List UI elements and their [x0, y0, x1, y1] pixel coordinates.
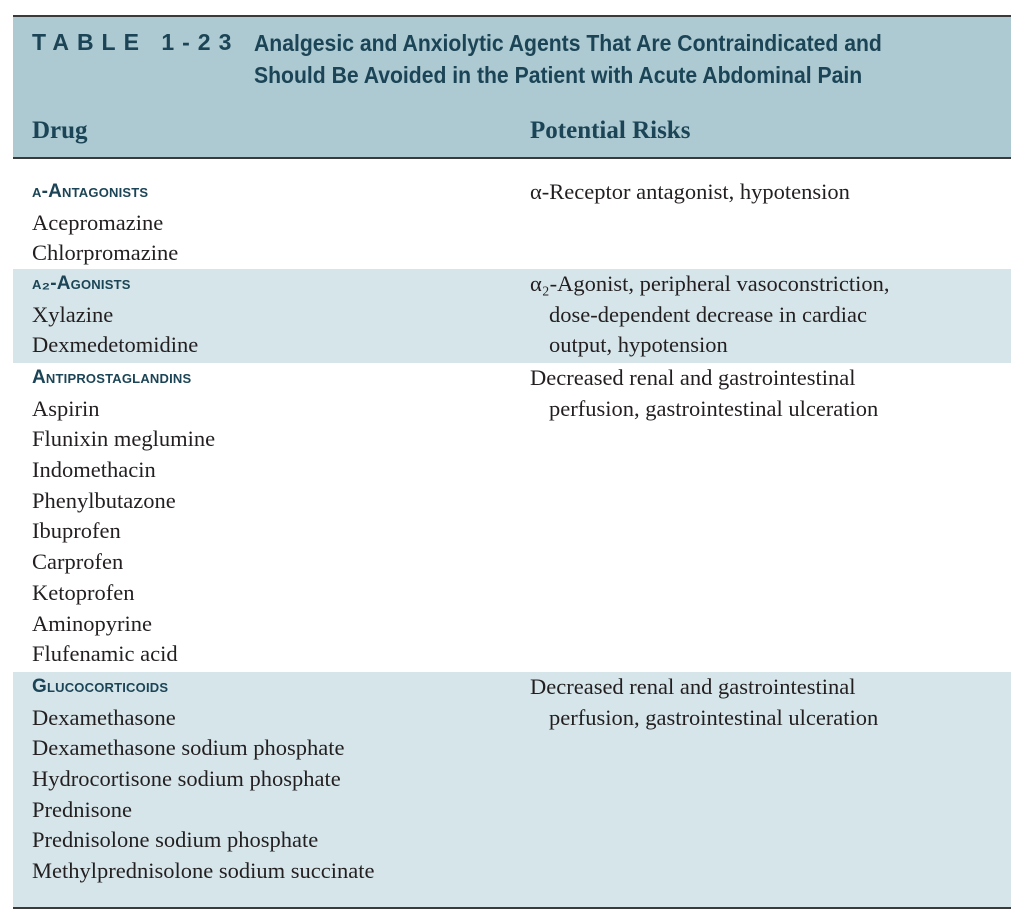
risk-list [530, 363, 1000, 424]
category-heading: Glucocorticoids [32, 676, 169, 697]
category-heading: α-Antagonists [32, 181, 149, 202]
table-title-line-1: Analgesic and Anxiolytic Agents That Are Contraindicated and [254, 30, 882, 56]
risk-list [530, 672, 1000, 733]
group-antiprostaglandins [13, 363, 1011, 672]
risk-text: Decreased renal and gastrointestinal [530, 674, 856, 699]
risk-text: perfusion, gastrointestinal ulceration [549, 395, 879, 421]
table-title-line-2: Should Be Avoided in the Patient with Acute Abdominal Pain [254, 62, 863, 88]
table-header [13, 17, 1011, 159]
risk-text: α-Receptor antagonist, hypotension [530, 179, 850, 204]
drug-name: Flunixin meglumine [32, 426, 216, 452]
column-header-drug: Drug [32, 117, 88, 144]
drug-name: Carprofen [32, 549, 124, 575]
drug-name: Methylprednisolone sodium succinate [32, 858, 375, 884]
category-heading: α₂-Agonists [32, 273, 131, 294]
drug-name: Indomethacin [32, 457, 156, 483]
drug-name: Dexamethasone [32, 704, 176, 730]
risk-text: Decreased renal and gastrointestinal [530, 365, 856, 390]
drug-name: Chlorpromazine [32, 240, 179, 266]
drug-list [32, 363, 512, 670]
risk-list [530, 269, 1000, 361]
drug-list [32, 269, 512, 361]
drug-name: Ibuprofen [32, 518, 121, 544]
group-alpha-antagonists [13, 177, 1011, 269]
risk-text: α₂-Agonist, peripheral vasoconstriction, [530, 271, 890, 296]
category-heading: Antiprostaglandins [32, 367, 192, 388]
risk-list [530, 177, 1000, 208]
drug-name: Ketoprofen [32, 579, 135, 605]
risk-text: dose-dependent decrease in cardiac [549, 301, 867, 327]
drug-name: Hydrocortisone sodium phosphate [32, 766, 341, 792]
risk-text: output, hypotension [549, 332, 728, 358]
risk-text: perfusion, gastrointestinal ulceration [549, 704, 879, 730]
drug-name: Acepromazine [32, 209, 164, 235]
column-header-potential-risks: Potential Risks [530, 117, 691, 144]
drug-name: Xylazine [32, 301, 114, 327]
drug-list [32, 177, 512, 269]
table-label: TABLE 1-23 [32, 29, 240, 55]
drug-name: Aspirin [32, 395, 100, 421]
body-top-spacer [13, 159, 1011, 177]
drug-name: Dexamethasone sodium phosphate [32, 735, 345, 761]
drug-name: Aminopyrine [32, 610, 152, 636]
group-glucocorticoids [13, 672, 1011, 907]
bottom-rule [13, 907, 1011, 909]
drug-name: Phenylbutazone [32, 487, 176, 513]
drug-list [32, 672, 512, 887]
group-alpha2-agonists [13, 269, 1011, 363]
table-title [254, 27, 935, 91]
drug-name: Flufenamic acid [32, 641, 178, 667]
drug-name: Prednisone [32, 796, 132, 822]
drug-name: Dexmedetomidine [32, 332, 199, 358]
drug-table [13, 15, 1011, 909]
drug-name: Prednisolone sodium phosphate [32, 827, 319, 853]
